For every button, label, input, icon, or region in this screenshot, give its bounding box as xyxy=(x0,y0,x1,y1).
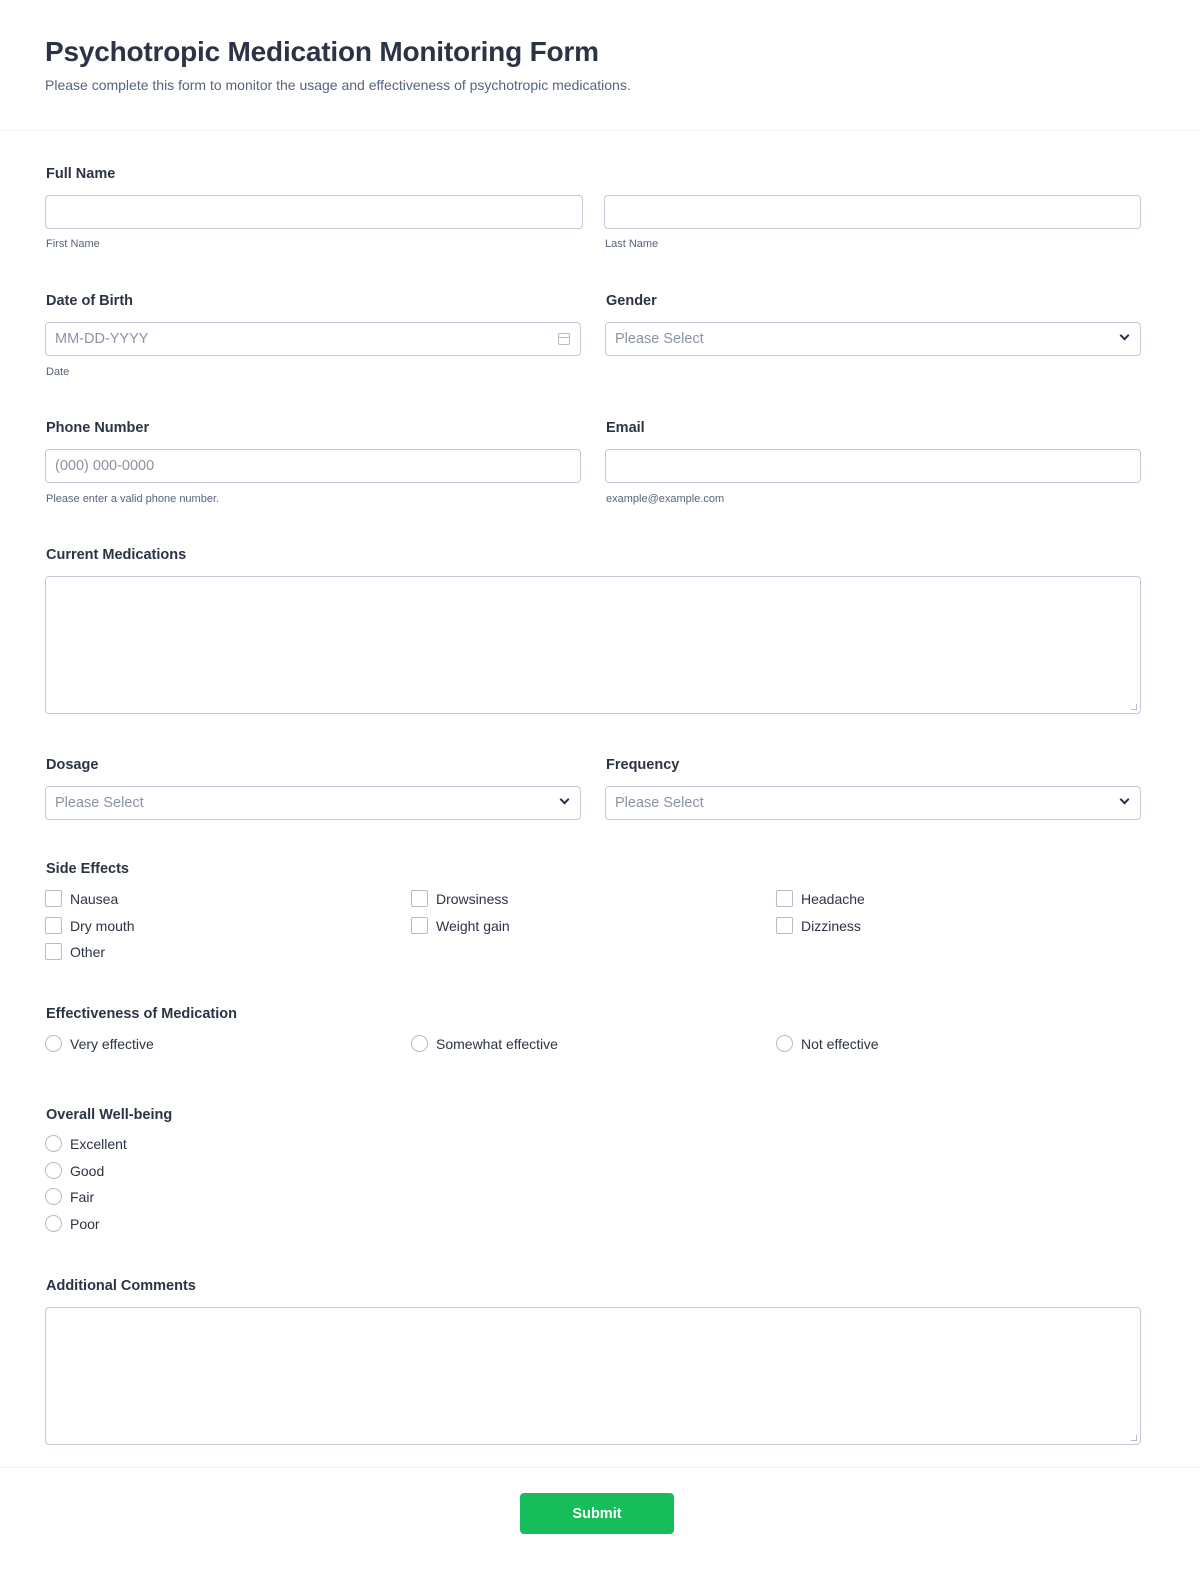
email-hint: example@example.com xyxy=(606,493,725,505)
first-name-input[interactable] xyxy=(45,195,583,229)
radio-good[interactable] xyxy=(45,1162,104,1179)
option-label: Drowsiness xyxy=(436,890,509,907)
option-label: Not effective xyxy=(801,1035,879,1052)
submit-button[interactable]: Submit xyxy=(520,1493,674,1534)
gender-select[interactable] xyxy=(605,322,1141,356)
option-label: Good xyxy=(70,1162,105,1179)
frequency-value: Please Select xyxy=(615,795,704,811)
checkbox-nausea[interactable] xyxy=(45,890,118,907)
radio-circle[interactable] xyxy=(45,1135,62,1152)
chevron-down-icon xyxy=(1120,795,1130,805)
radio-somewhat-effective[interactable] xyxy=(411,1035,558,1052)
checkbox-box[interactable] xyxy=(411,890,428,907)
dob-hint: Date xyxy=(46,366,70,378)
wellbeing-label: Overall Well-being xyxy=(46,1107,173,1123)
checkbox-weight-gain[interactable] xyxy=(411,917,510,934)
option-label: Poor xyxy=(70,1215,100,1232)
resize-handle-icon[interactable] xyxy=(1131,704,1137,710)
last-name-input[interactable] xyxy=(604,195,1141,229)
radio-circle[interactable] xyxy=(776,1035,793,1052)
effectiveness-label: Effectiveness of Medication xyxy=(46,1006,237,1022)
checkbox-box[interactable] xyxy=(776,890,793,907)
header-divider xyxy=(0,130,1200,131)
checkbox-dizziness[interactable] xyxy=(776,917,861,934)
option-label: Dry mouth xyxy=(70,917,135,934)
dosage-label: Dosage xyxy=(46,757,99,773)
comments-label: Additional Comments xyxy=(46,1278,196,1294)
checkbox-box[interactable] xyxy=(45,917,62,934)
dosage-value: Please Select xyxy=(55,795,144,811)
radio-circle[interactable] xyxy=(45,1215,62,1232)
radio-fair[interactable] xyxy=(45,1188,94,1205)
phone-input[interactable] xyxy=(45,449,581,483)
calendar-icon[interactable] xyxy=(558,333,570,345)
radio-not-effective[interactable] xyxy=(776,1035,879,1052)
option-label: Other xyxy=(70,943,106,960)
radio-circle[interactable] xyxy=(45,1188,62,1205)
phone-placeholder: (000) 000-0000 xyxy=(55,458,155,474)
checkbox-box[interactable] xyxy=(776,917,793,934)
radio-circle[interactable] xyxy=(411,1035,428,1052)
comments-textarea[interactable] xyxy=(45,1307,1141,1445)
gender-label: Gender xyxy=(606,293,657,309)
checkbox-box[interactable] xyxy=(45,943,62,960)
first-name-hint: First Name xyxy=(46,238,100,250)
checkbox-dry-mouth[interactable] xyxy=(45,917,135,934)
medications-textarea[interactable] xyxy=(45,576,1141,714)
medications-label: Current Medications xyxy=(46,547,187,563)
dob-input[interactable] xyxy=(45,322,581,356)
dob-placeholder: MM-DD-YYYY xyxy=(55,331,149,347)
option-label: Headache xyxy=(801,890,865,907)
gender-value: Please Select xyxy=(615,331,704,347)
checkbox-headache[interactable] xyxy=(776,890,865,907)
full-name-label: Full Name xyxy=(46,166,116,182)
option-label: Very effective xyxy=(70,1035,154,1052)
option-label: Excellent xyxy=(70,1135,127,1152)
checkbox-box[interactable] xyxy=(45,890,62,907)
option-label: Dizziness xyxy=(801,917,861,934)
dosage-select[interactable] xyxy=(45,786,581,820)
radio-very-effective[interactable] xyxy=(45,1035,154,1052)
last-name-hint: Last Name xyxy=(605,238,659,250)
radio-excellent[interactable] xyxy=(45,1135,127,1152)
frequency-label: Frequency xyxy=(606,757,680,773)
option-label: Weight gain xyxy=(436,917,510,934)
checkbox-drowsiness[interactable] xyxy=(411,890,508,907)
option-label: Fair xyxy=(70,1188,95,1205)
phone-hint: Please enter a valid phone number. xyxy=(46,493,220,505)
resize-handle-icon[interactable] xyxy=(1131,1435,1137,1441)
frequency-select[interactable] xyxy=(605,786,1141,820)
page-subtitle: Please complete this form to monitor the usage and effectiveness of psychotropic medications. xyxy=(45,77,631,93)
phone-label: Phone Number xyxy=(46,420,150,436)
email-label: Email xyxy=(606,420,645,436)
checkbox-box[interactable] xyxy=(411,917,428,934)
dob-label: Date of Birth xyxy=(46,293,133,309)
radio-circle[interactable] xyxy=(45,1162,62,1179)
radio-circle[interactable] xyxy=(45,1035,62,1052)
option-label: Nausea xyxy=(70,890,119,907)
option-label: Somewhat effective xyxy=(436,1035,558,1052)
checkbox-other[interactable] xyxy=(45,943,105,960)
chevron-down-icon xyxy=(1120,331,1130,341)
page-title: Psychotropic Medication Monitoring Form xyxy=(45,36,599,67)
chevron-down-icon xyxy=(560,795,570,805)
radio-poor[interactable] xyxy=(45,1215,100,1232)
side-effects-label: Side Effects xyxy=(46,861,129,877)
email-input[interactable] xyxy=(605,449,1141,483)
footer-divider xyxy=(0,1467,1200,1468)
